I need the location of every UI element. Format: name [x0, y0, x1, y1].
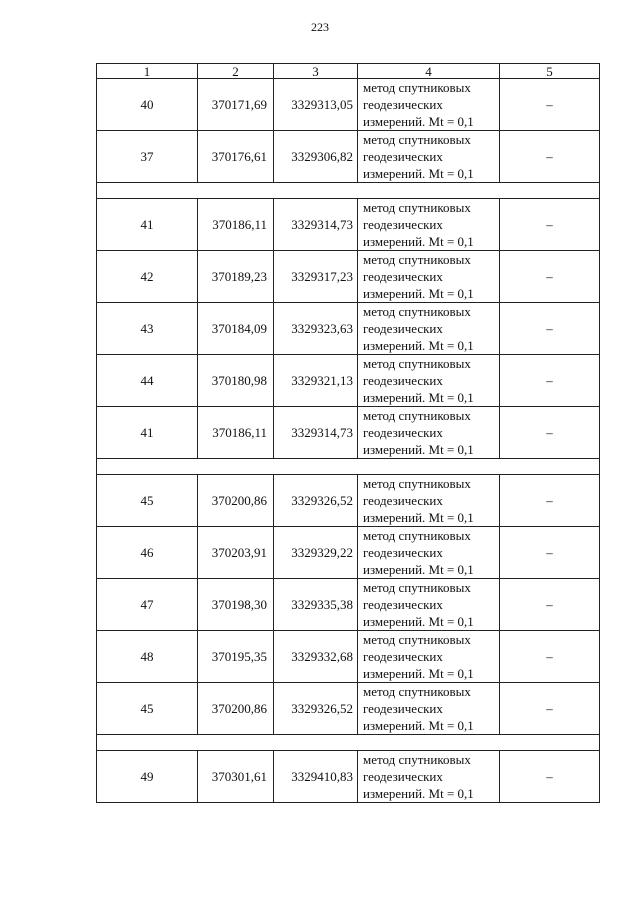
method-text-line: геодезических: [363, 269, 443, 284]
y-coordinate-cell: 3329313,05: [274, 79, 358, 131]
point-number-cell: 49: [97, 751, 198, 803]
y-coordinate-cell: 3329317,23: [274, 251, 358, 303]
y-coordinate-cell: 3329321,13: [274, 355, 358, 407]
method-text-line: метод спутниковых: [363, 476, 471, 491]
method-text-line: метод спутниковых: [363, 408, 471, 423]
point-number-cell: 41: [97, 199, 198, 251]
method-text-line: измерений. Mt = 0,1: [363, 562, 474, 577]
x-coordinate-cell: 370184,09: [198, 303, 274, 355]
method-text-line: геодезических: [363, 545, 443, 560]
y-coordinate-cell: 3329323,63: [274, 303, 358, 355]
group-separator: [97, 459, 600, 475]
method-text-line: геодезических: [363, 217, 443, 232]
x-coordinate-cell: 370203,91: [198, 527, 274, 579]
point-number-cell: 45: [97, 683, 198, 735]
method-text-line: измерений. Mt = 0,1: [363, 390, 474, 405]
method-text-line: измерений. Mt = 0,1: [363, 114, 474, 129]
method-text-line: метод спутниковых: [363, 356, 471, 371]
table-row: [97, 199, 600, 251]
method-text-line: метод спутниковых: [363, 752, 471, 767]
y-coordinate-cell: 3329306,82: [274, 131, 358, 183]
point-number-cell: 45: [97, 475, 198, 527]
table-row: [97, 79, 600, 131]
note-cell: –: [500, 131, 600, 183]
x-coordinate-cell: 370200,86: [198, 683, 274, 735]
table-row: [97, 251, 600, 303]
table-row: [97, 631, 600, 683]
method-cell: [358, 199, 500, 251]
table-row: [97, 131, 600, 183]
method-cell: [358, 355, 500, 407]
header-col-5: 5: [500, 64, 600, 79]
note-cell: –: [500, 751, 600, 803]
method-text-line: метод спутниковых: [363, 200, 471, 215]
method-text-line: измерений. Mt = 0,1: [363, 338, 474, 353]
point-number-cell: 44: [97, 355, 198, 407]
note-cell: –: [500, 527, 600, 579]
y-coordinate-cell: 3329332,68: [274, 631, 358, 683]
table-row: [97, 751, 600, 803]
method-text-line: метод спутниковых: [363, 684, 471, 699]
y-coordinate-cell: 3329329,22: [274, 527, 358, 579]
point-number-cell: 46: [97, 527, 198, 579]
group-separator-row: [97, 183, 600, 199]
x-coordinate-cell: 370189,23: [198, 251, 274, 303]
point-number-cell: 47: [97, 579, 198, 631]
method-text-line: геодезических: [363, 425, 443, 440]
group-separator: [97, 735, 600, 751]
method-text-line: геодезических: [363, 769, 443, 784]
table-header-row: [97, 64, 600, 79]
y-coordinate-cell: 3329326,52: [274, 683, 358, 735]
method-cell: [358, 79, 500, 131]
header-col-4: 4: [358, 64, 500, 79]
method-cell: [358, 579, 500, 631]
y-coordinate-cell: 3329326,52: [274, 475, 358, 527]
method-text-line: метод спутниковых: [363, 252, 471, 267]
y-coordinate-cell: 3329314,73: [274, 407, 358, 459]
method-text-line: метод спутниковых: [363, 580, 471, 595]
method-cell: [358, 407, 500, 459]
x-coordinate-cell: 370195,35: [198, 631, 274, 683]
x-coordinate-cell: 370176,61: [198, 131, 274, 183]
group-separator: [97, 183, 600, 199]
method-text-line: измерений. Mt = 0,1: [363, 442, 474, 457]
method-text-line: геодезических: [363, 321, 443, 336]
method-text-line: измерений. Mt = 0,1: [363, 234, 474, 249]
table-row: [97, 303, 600, 355]
method-text-line: измерений. Mt = 0,1: [363, 718, 474, 733]
x-coordinate-cell: 370180,98: [198, 355, 274, 407]
method-text-line: измерений. Mt = 0,1: [363, 166, 474, 181]
group-separator-row: [97, 459, 600, 475]
method-text-line: метод спутниковых: [363, 304, 471, 319]
note-cell: –: [500, 631, 600, 683]
header-col-1: 1: [97, 64, 198, 79]
point-number-cell: 48: [97, 631, 198, 683]
table-row: [97, 579, 600, 631]
method-cell: [358, 251, 500, 303]
method-text-line: метод спутниковых: [363, 132, 471, 147]
method-text-line: геодезических: [363, 149, 443, 164]
table-row: [97, 355, 600, 407]
note-cell: –: [500, 79, 600, 131]
table-row: [97, 683, 600, 735]
point-number-cell: 43: [97, 303, 198, 355]
method-text-line: геодезических: [363, 373, 443, 388]
method-text-line: метод спутниковых: [363, 632, 471, 647]
method-text-line: метод спутниковых: [363, 80, 471, 95]
point-number-cell: 40: [97, 79, 198, 131]
method-text-line: измерений. Mt = 0,1: [363, 786, 474, 801]
table-row: [97, 475, 600, 527]
note-cell: –: [500, 355, 600, 407]
note-cell: –: [500, 579, 600, 631]
note-cell: –: [500, 407, 600, 459]
y-coordinate-cell: 3329335,38: [274, 579, 358, 631]
note-cell: –: [500, 199, 600, 251]
method-text-line: геодезических: [363, 97, 443, 112]
method-text-line: метод спутниковых: [363, 528, 471, 543]
y-coordinate-cell: 3329410,83: [274, 751, 358, 803]
method-text-line: измерений. Mt = 0,1: [363, 286, 474, 301]
group-separator-row: [97, 735, 600, 751]
note-cell: –: [500, 475, 600, 527]
method-text-line: геодезических: [363, 701, 443, 716]
method-text-line: измерений. Mt = 0,1: [363, 510, 474, 525]
y-coordinate-cell: 3329314,73: [274, 199, 358, 251]
table-row: [97, 527, 600, 579]
method-cell: [358, 303, 500, 355]
table-row: [97, 407, 600, 459]
header-col-2: 2: [198, 64, 274, 79]
page-number: 223: [311, 20, 329, 34]
header-col-3: 3: [274, 64, 358, 79]
x-coordinate-cell: 370186,11: [198, 407, 274, 459]
x-coordinate-cell: 370200,86: [198, 475, 274, 527]
note-cell: –: [500, 251, 600, 303]
method-cell: [358, 631, 500, 683]
method-text-line: измерений. Mt = 0,1: [363, 666, 474, 681]
method-text-line: геодезических: [363, 493, 443, 508]
method-cell: [358, 751, 500, 803]
x-coordinate-cell: 370198,30: [198, 579, 274, 631]
method-cell: [358, 475, 500, 527]
point-number-cell: 37: [97, 131, 198, 183]
method-cell: [358, 683, 500, 735]
x-coordinate-cell: 370186,11: [198, 199, 274, 251]
note-cell: –: [500, 683, 600, 735]
table-body: [97, 79, 600, 803]
point-number-cell: 41: [97, 407, 198, 459]
method-text-line: измерений. Mt = 0,1: [363, 614, 474, 629]
x-coordinate-cell: 370301,61: [198, 751, 274, 803]
method-cell: [358, 131, 500, 183]
method-text-line: геодезических: [363, 649, 443, 664]
method-text-line: геодезических: [363, 597, 443, 612]
coordinates-table: [96, 63, 600, 803]
x-coordinate-cell: 370171,69: [198, 79, 274, 131]
method-cell: [358, 527, 500, 579]
note-cell: –: [500, 303, 600, 355]
point-number-cell: 42: [97, 251, 198, 303]
